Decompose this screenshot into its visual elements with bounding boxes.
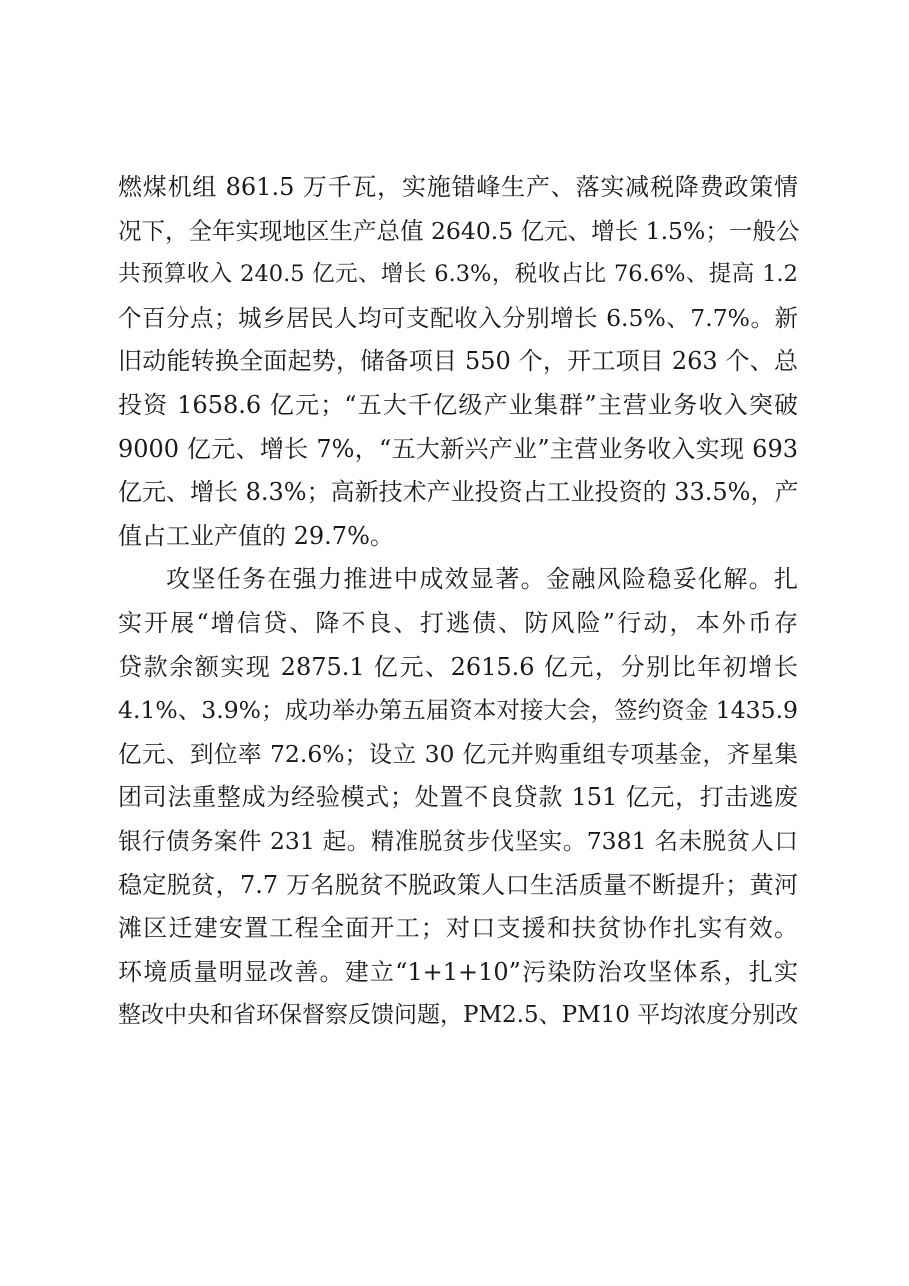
body-text xyxy=(118,166,798,1038)
text-line: 亿元、到位率 72.6%；设立 30 亿元并购重组专项基金，齐星集 xyxy=(118,739,798,768)
paragraph-economy-summary xyxy=(118,166,798,558)
text-line: 共预算收入 240.5 亿元、增长 6.3%，税收占比 76.6%、提高 1.2 xyxy=(118,261,798,288)
text-line: 值占工业产值的 29.7%。 xyxy=(118,521,394,550)
text-line: 况下，全年实现地区生产总值 2640.5 亿元、增长 1.5%；一般公 xyxy=(118,216,800,245)
text-line: 环境质量明显改善。建立“1+1+10”污染防治攻坚体系，扎实 xyxy=(118,957,798,986)
text-line: 滩区迁建安置工程全面开工；对口支援和扶贫协作扎实有效。 xyxy=(118,914,798,943)
text-line: 4.1%、3.9%；成功举办第五届资本对接大会，签约资金 1435.9 xyxy=(118,696,798,725)
text-line: 实开展“增信贷、降不良、打逃债、防风险”行动，本外币存 xyxy=(118,608,798,637)
text-line: 整改中央和省环保督察反馈问题，PM2.5、PM10 平均浓度分别改 xyxy=(118,1002,799,1029)
text-line: 团司法重整成为经验模式；处置不良贷款 151 亿元，打击逃废 xyxy=(118,783,798,812)
text-line: 旧动能转换全面起势，储备项目 550 个，开工项目 263 个、总 xyxy=(118,347,798,376)
text-line: 燃煤机组 861.5 万千瓦，实施错峰生产、落实减税降费政策情 xyxy=(118,173,798,201)
text-line: 亿元、增长 8.3%；高新技术产业投资占工业投资的 33.5%，产 xyxy=(118,478,799,507)
text-line: 9000 亿元、增长 7%，“五大新兴产业”主营业务收入实现 693 xyxy=(118,434,798,463)
text-line: 投资 1658.6 亿元；“五大千亿级产业集群”主营业务收入突破 xyxy=(118,390,798,419)
text-line: 贷款余额实现 2875.1 亿元、2615.6 亿元，分别比年初增长 xyxy=(118,652,798,681)
text-line: 个百分点；城乡居民人均可支配收入分别增长 6.5%、7.7%。新 xyxy=(118,303,798,332)
text-line: 银行债务案件 231 起。精准脱贫步伐坚实。7381 名未脱贫人口 xyxy=(118,826,798,855)
text-line: 攻坚任务在强力推进中成效显著。金融风险稳妥化解。扎 xyxy=(166,565,798,594)
paragraph-key-tasks xyxy=(118,558,798,1038)
text-line: 稳定脱贫，7.7 万名脱贫不脱政策人口生活质量不断提升；黄河 xyxy=(118,870,798,899)
